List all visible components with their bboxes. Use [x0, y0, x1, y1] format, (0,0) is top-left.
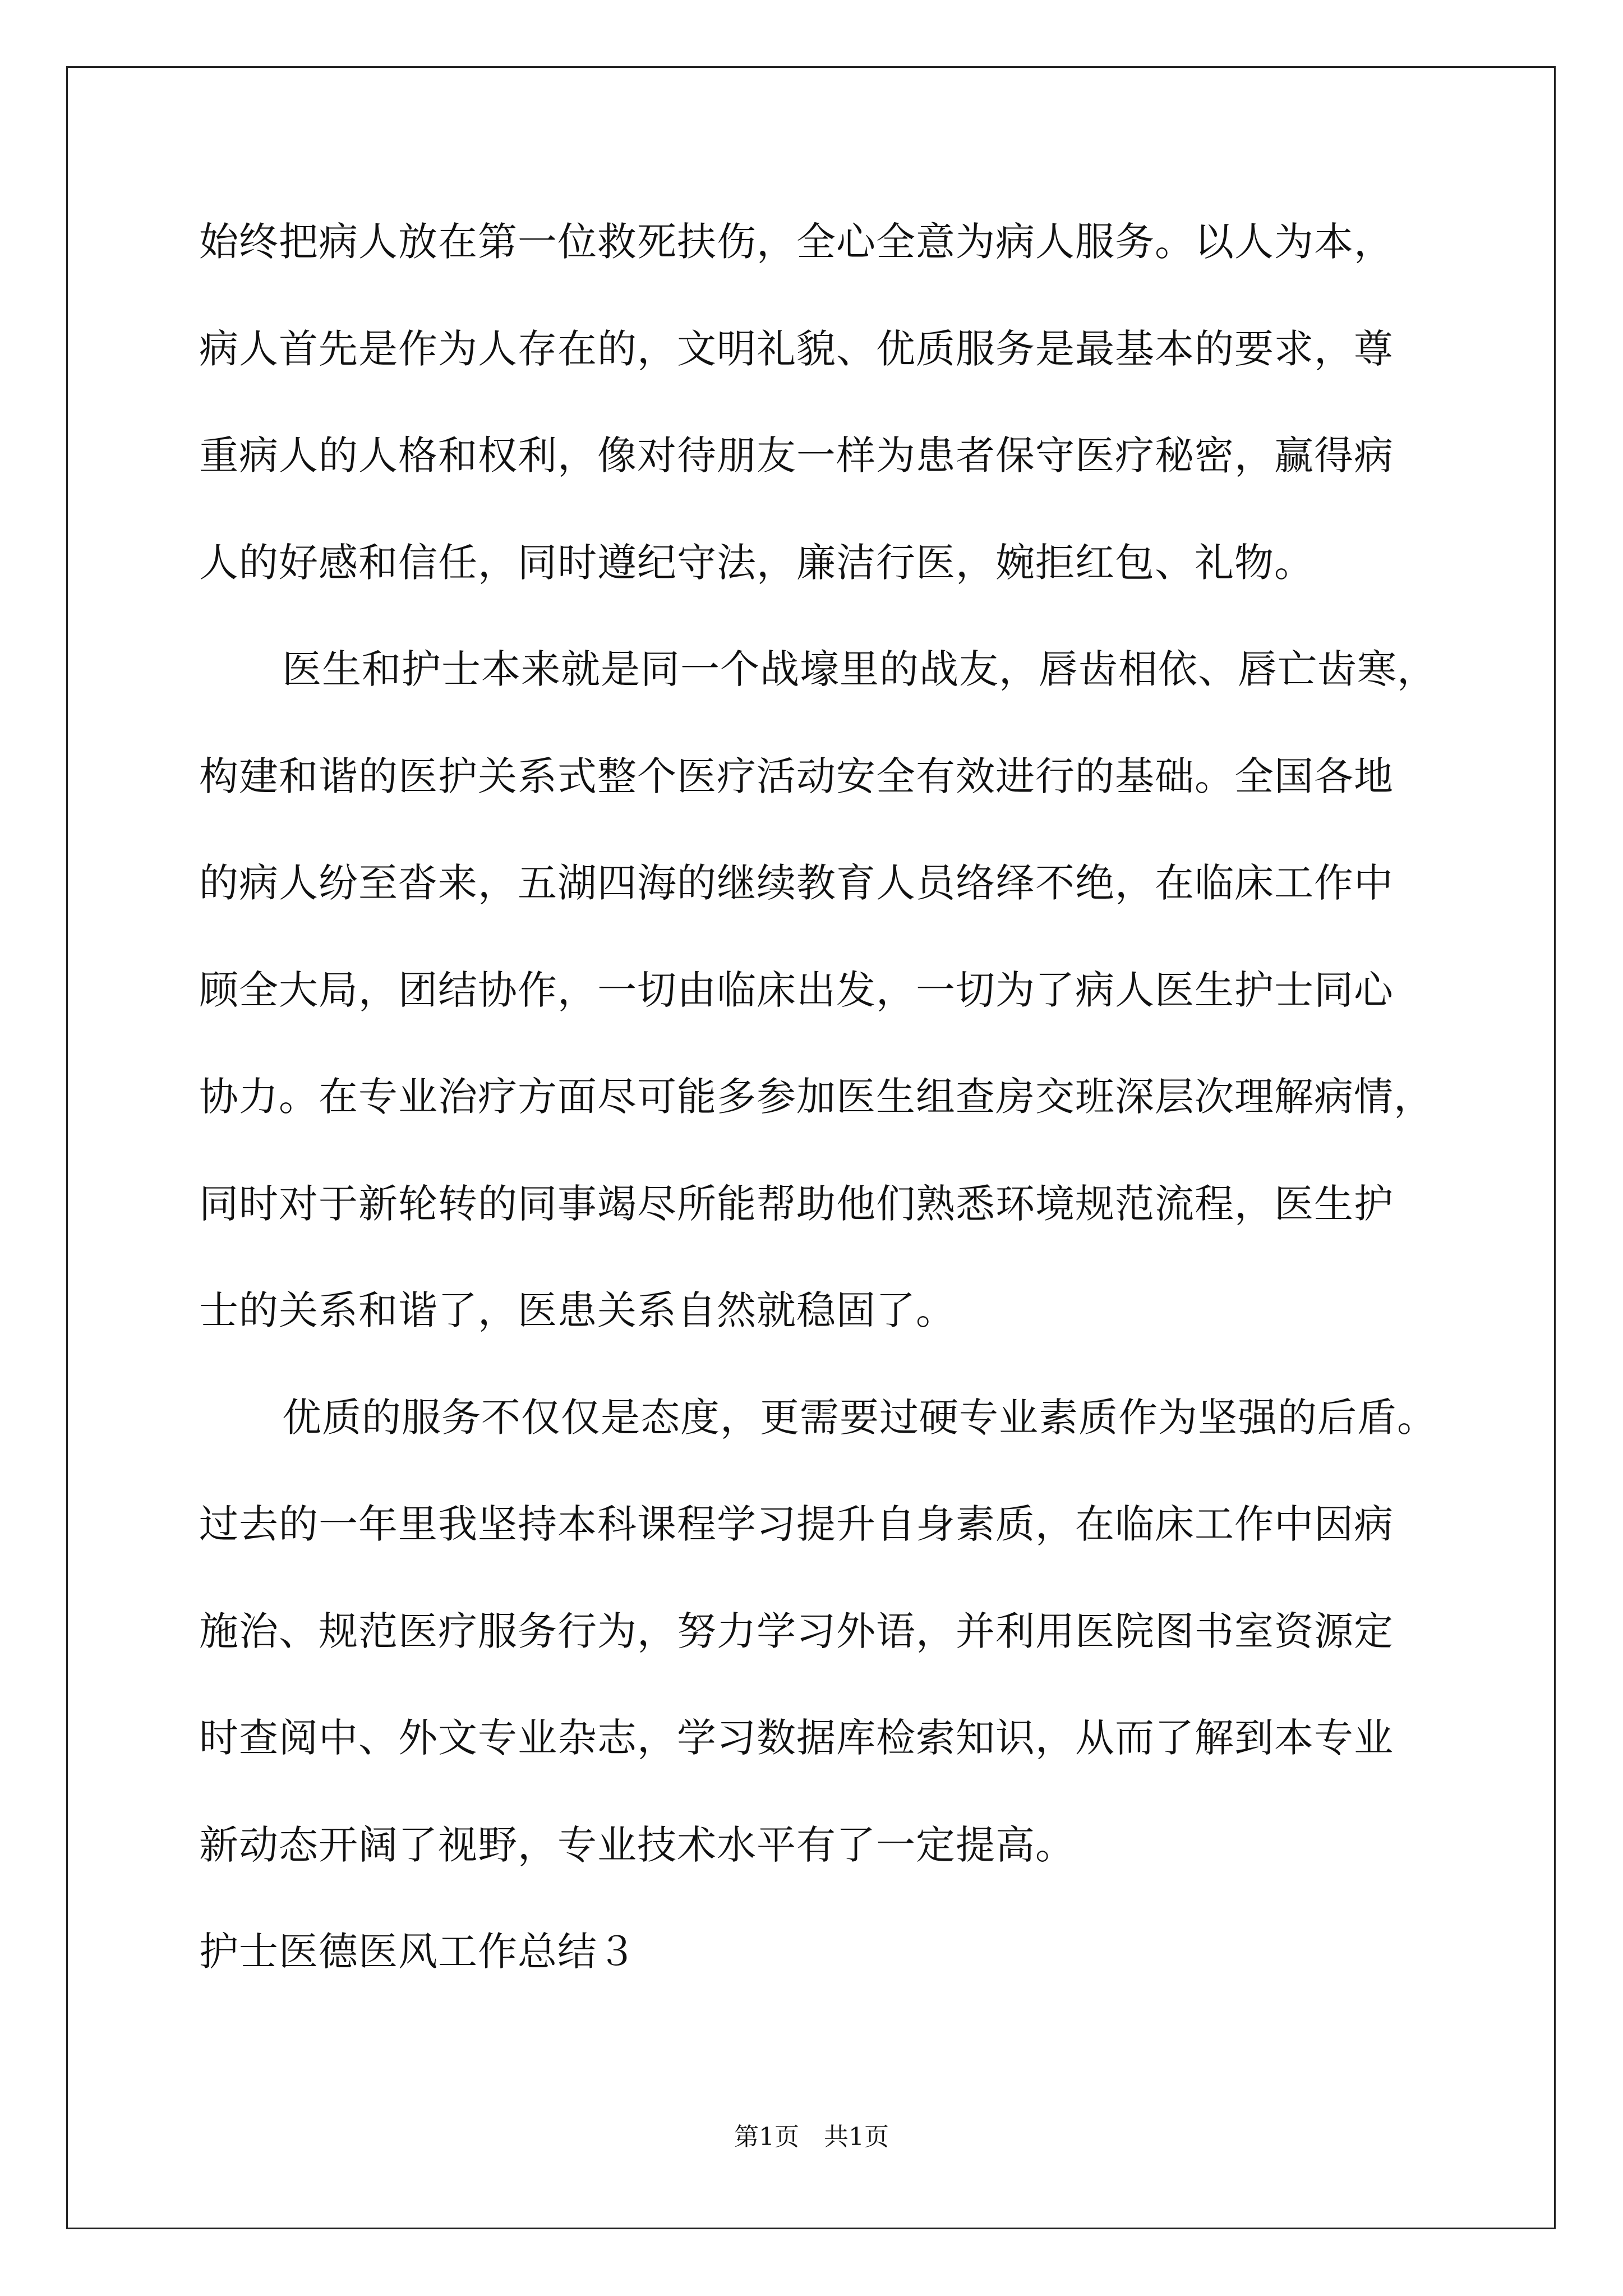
text-line-7: 的病人纷至沓来，五湖四海的继续教育人员络绎不绝，在临床工作中: [199, 860, 1394, 906]
text-line-14: 施治、规范医疗服务行为，努力学习外语，并利用医院图书室资源定: [199, 1608, 1394, 1654]
text-line-16: 新动态开阔了视野，专业技术水平有了一定提高。: [199, 1821, 1075, 1868]
text-line-8: 顾全大局，团结协作，一切由临床出发，一切为了病人医生护士同心: [199, 967, 1394, 1013]
text-line-1: 始终把病人放在第一位救死扶伤，全心全意为病人服务。以人为本，: [199, 219, 1394, 265]
document-body: [199, 219, 1437, 2039]
text-line-12: 优质的服务不仅仅是态度，更需要过硬专业素质作为坚强的后盾。: [282, 1394, 1437, 1441]
text-line-5: 医生和护士本来就是同一个战壕里的战友，唇齿相依、唇亡齿寒，: [282, 646, 1437, 692]
text-line-10: 同时对于新轮转的同事竭尽所能帮助他们熟悉环境规范流程，医生护: [199, 1180, 1394, 1227]
text-line-4: 人的好感和信任，同时遵纪守法，廉洁行医，婉拒红包、礼物。: [199, 539, 1314, 586]
text-line-2: 病人首先是作为人存在的，文明礼貌、优质服务是最基本的要求，尊: [199, 325, 1394, 372]
section-heading: 护士医德医风工作总结３: [199, 1929, 637, 1975]
page-footer: 第1页 共1页: [734, 2123, 889, 2151]
text-line-3: 重病人的人格和权利，像对待朋友一样为患者保守医疗秘密，赢得病: [199, 432, 1394, 478]
text-line-11: 士的关系和谐了，医患关系自然就稳固了。: [199, 1287, 956, 1333]
text-line-15: 时查阅中、外文专业杂志，学习数据库检索知识，从而了解到本专业: [199, 1715, 1394, 1761]
text-line-9: 协力。在专业治疗方面尽可能多参加医生组查房交班深层次理解病情，: [199, 1074, 1433, 1120]
text-line-13: 过去的一年里我坚持本科课程学习提升自身素质，在临床工作中因病: [199, 1501, 1394, 1547]
text-line-6: 构建和谐的医护关系式整个医疗活动安全有效进行的基础。全国各地: [199, 753, 1394, 799]
